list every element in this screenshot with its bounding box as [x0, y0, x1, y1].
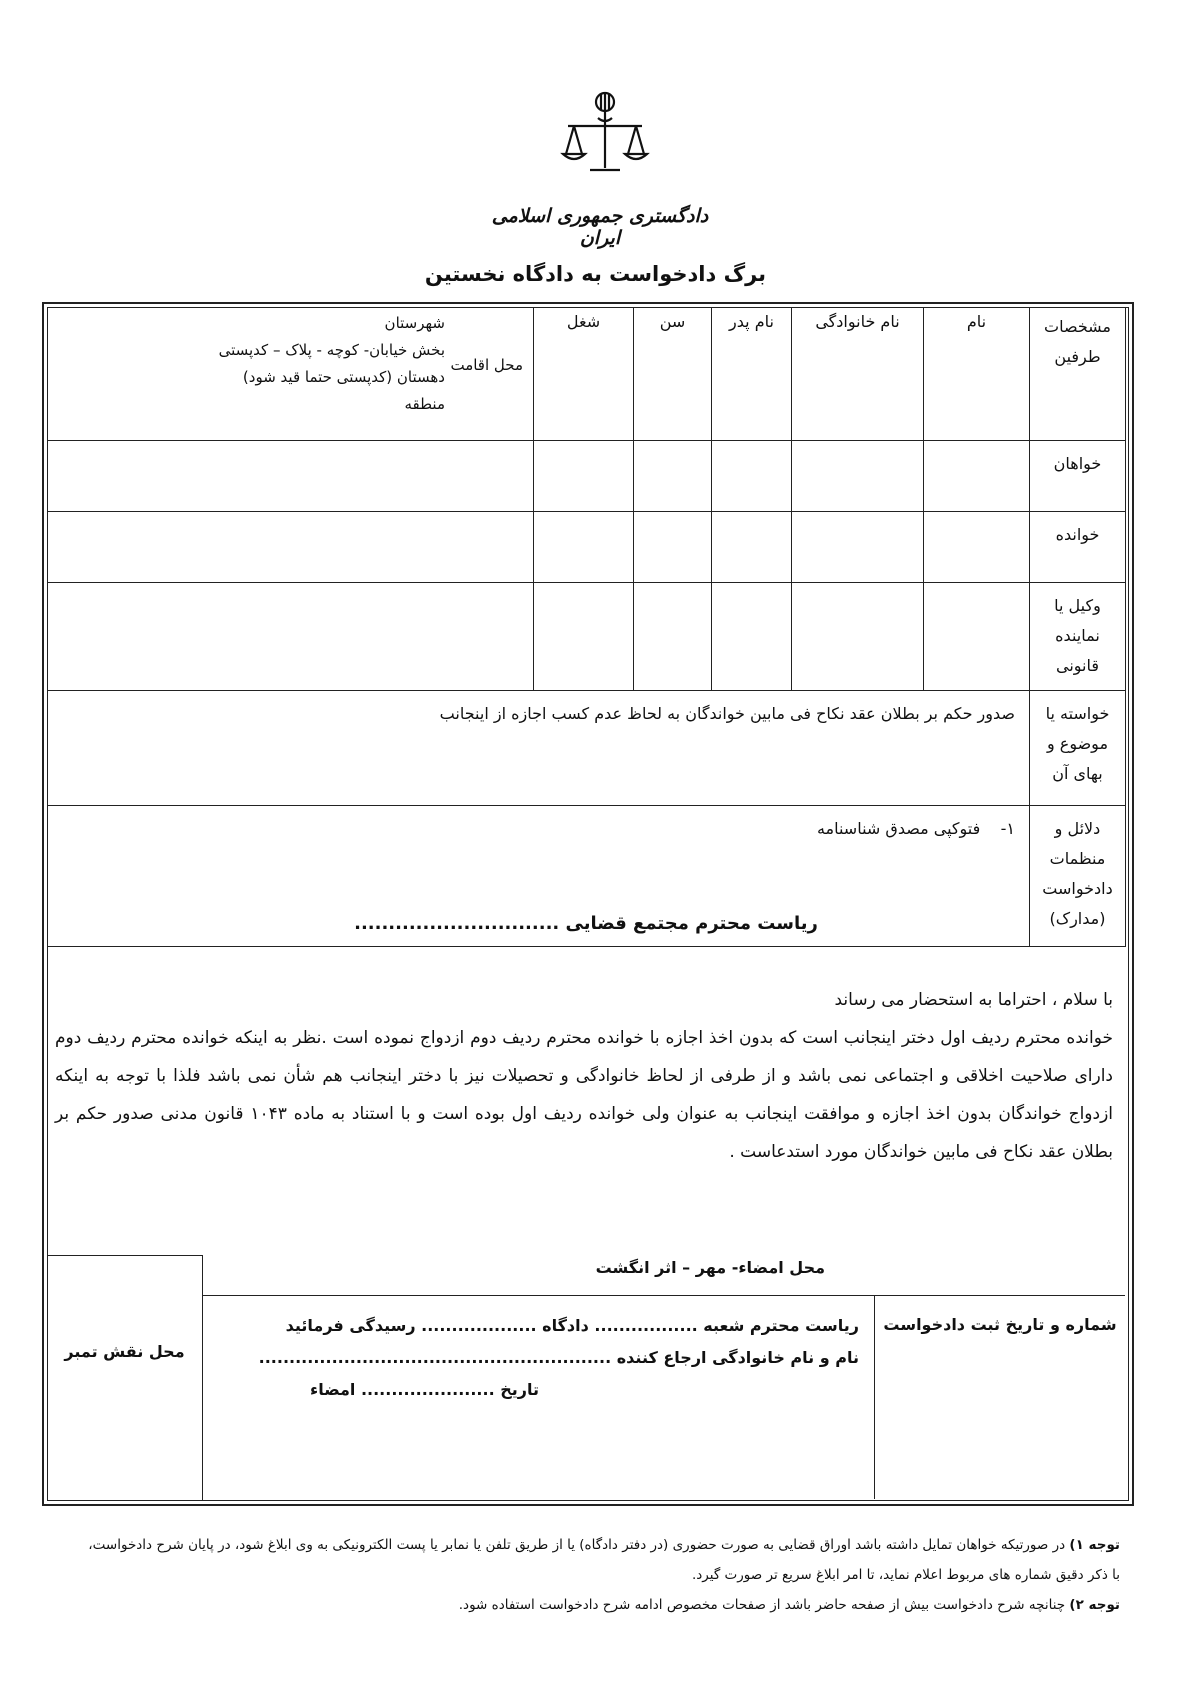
- note-2-text: چنانچه شرح دادخواست بیش از صفحه حاضر باشد از صفحات مخصوص ادامه شرح دادخواست استفاده شود.: [458, 1597, 1070, 1613]
- organization-name: دادگستری جمهوری اسلامی ایران: [491, 205, 709, 249]
- defendant-address[interactable]: [48, 512, 534, 583]
- parties-table: [47, 307, 1126, 947]
- referral-line: ریاست محترم شعبه ................. دادگاه ................... رسیدگی فرمائید: [285, 1316, 859, 1335]
- referral-lines: [229, 1310, 859, 1406]
- notes: [80, 1530, 1120, 1620]
- attorney-address[interactable]: [48, 583, 534, 691]
- referral-line: تاریخ ...................... امضاء: [310, 1380, 539, 1399]
- row-label-attorney: وکیل یا نماینده قانونی: [1030, 583, 1126, 691]
- table-row-defendant: [48, 512, 1126, 583]
- attorney-job[interactable]: [534, 583, 634, 691]
- table-row-plaintiff: [48, 441, 1126, 512]
- note-1-text: در صورتیکه خواهان تمایل داشته باشد اوراق قضایی به صورت حضوری (در دفتر دادگاه) یا از طریق تلفن یا نمابر یا پست الکترونیکی به وی ابلاغ شود، در پایان شرح دادخواست، با ذکر دقیق شماره های مربوط اعلام نماید، تا امر ابلاغ سریع تر صورت گیرد.: [88, 1537, 1120, 1583]
- plaintiff-address[interactable]: [48, 441, 534, 512]
- defendant-father-name[interactable]: [712, 512, 792, 583]
- letter-text: خوانده محترم ردیف اول دختر اینجانب است که بدون اخذ اجازه با خوانده محترم ردیف دوم ازدواج نموده است .نظر به اینکه خوانده محترم ردیف دوم دارای صلاحیت اخلاقی و اجتماعی نمی باشد و از طرفی از لحاظ خانوادگی و تحصیلات نیز با دختر اینجانب هم شأن نمی باشد فلذا با توجه به اینکه ازدواج خواندگان بدون اخذ اجازه و موافقت اینجانب به عنوان ولی خوانده ردیف اول بوده است و با استناد به ماده ۱۰۴۳ قانون مدنی صدور حکم بر بطلان عقد نکاح فی مابین خواندگان مورد استدعاست .: [55, 1028, 1113, 1162]
- request-text[interactable]: صدور حکم بر بطلان عقد نکاح فی مابین خواندگان به لحاظ عدم کسب اجازه از اینجانب: [48, 691, 1030, 806]
- table-row-request: [48, 691, 1126, 806]
- row-label-request: خواسته یا موضوع و بهای آن: [1030, 691, 1126, 806]
- defendant-job[interactable]: [534, 512, 634, 583]
- form-title: برگ دادخواست به دادگاه نخستین: [424, 262, 767, 286]
- address-line: دهستان (کدپستی حتما قید شود): [242, 368, 445, 386]
- plaintiff-father-name[interactable]: [712, 441, 792, 512]
- signature-area[interactable]: [203, 1258, 1125, 1500]
- plaintiff-first-name[interactable]: [924, 441, 1030, 512]
- address-line: شهرستان: [384, 314, 445, 332]
- letter-greeting: با سلام ، احتراما به استحضار می رساند: [834, 990, 1113, 1010]
- letter-body[interactable]: [55, 981, 1113, 1171]
- evidence-number: ۱-: [1000, 819, 1015, 838]
- note-1: [80, 1530, 1120, 1590]
- attorney-age[interactable]: [634, 583, 712, 691]
- table-header-row: [48, 308, 1126, 441]
- row-label-evidence: دلائل و منظمات دادخواست (مدارک): [1030, 806, 1126, 947]
- judiciary-emblem-icon: [560, 88, 650, 178]
- defendant-age[interactable]: [634, 512, 712, 583]
- col-father-name: نام پدر: [712, 308, 792, 441]
- plaintiff-age[interactable]: [634, 441, 712, 512]
- registration-label: شماره و تاریخ ثبت دادخواست: [883, 1315, 1117, 1334]
- note-2: [80, 1590, 1120, 1620]
- footer-section: [47, 1255, 1125, 1499]
- row-label-defendant: خوانده: [1030, 512, 1126, 583]
- note-1-title: توجه ۱): [1069, 1537, 1120, 1553]
- plaintiff-job[interactable]: [534, 441, 634, 512]
- defendant-last-name[interactable]: [792, 512, 924, 583]
- col-parties: مشخصات طرفین: [1030, 308, 1126, 441]
- col-residence: [48, 308, 534, 441]
- stamp-box[interactable]: [47, 1255, 203, 1500]
- col-first-name: نام: [924, 308, 1030, 441]
- row-label-plaintiff: خواهان: [1030, 441, 1126, 512]
- plaintiff-last-name[interactable]: [792, 441, 924, 512]
- petition-letter: [47, 905, 1125, 1255]
- signature-label: محل امضاء- مهر – اثر انگشت: [595, 1258, 825, 1277]
- table-row-attorney: [48, 583, 1126, 691]
- defendant-first-name[interactable]: [924, 512, 1030, 583]
- col-last-name: نام خانوادگی: [792, 308, 924, 441]
- col-job: شغل: [534, 308, 634, 441]
- referral-line: نام و نام خانوادگی ارجاع کننده ..........................................................: [258, 1348, 859, 1367]
- evidence-item: فتوکپی مصدق شناسنامه: [816, 819, 981, 838]
- address-line: منطقه: [404, 395, 445, 413]
- residence-label: محل اقامت: [450, 356, 523, 374]
- letter-heading: ریاست محترم مجتمع قضایی ..............................: [354, 913, 818, 934]
- attorney-first-name[interactable]: [924, 583, 1030, 691]
- note-2-title: توجه ۲): [1069, 1597, 1120, 1613]
- address-line: بخش خیابان- کوچه - پلاک – کدپستی: [218, 341, 445, 359]
- attorney-father-name[interactable]: [712, 583, 792, 691]
- stamp-label: محل نقش تمبر: [64, 1342, 185, 1361]
- col-age: سن: [634, 308, 712, 441]
- attorney-last-name[interactable]: [792, 583, 924, 691]
